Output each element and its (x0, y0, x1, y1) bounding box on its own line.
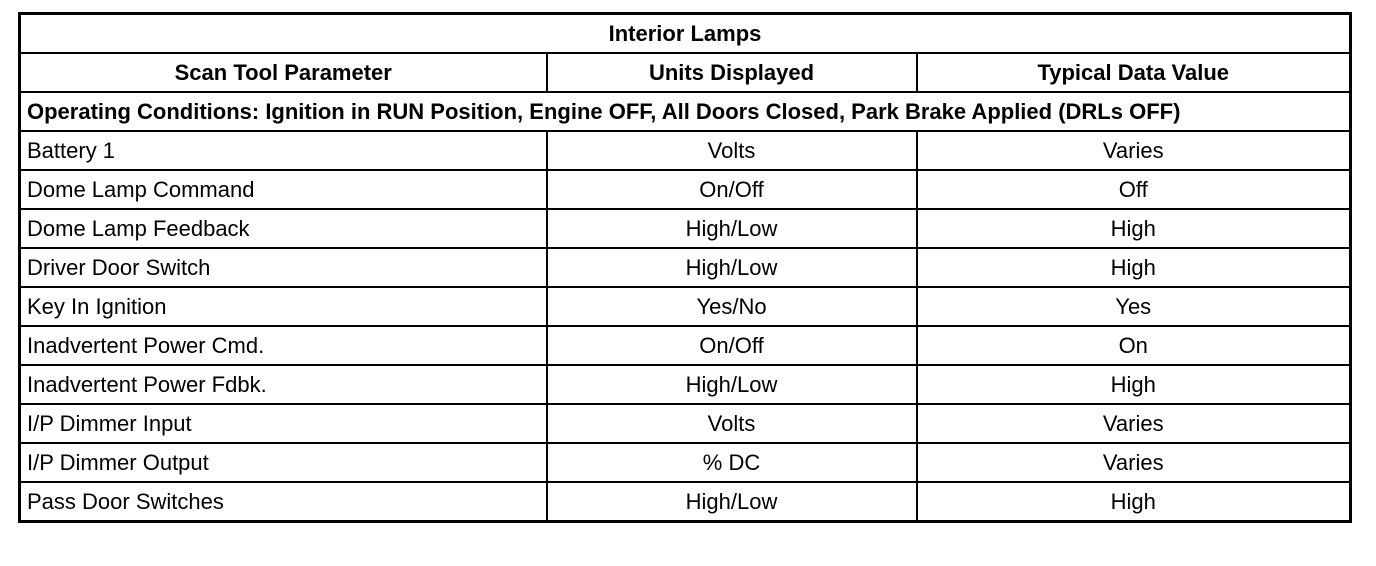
value-cell: High (917, 209, 1351, 248)
parameter-cell: Driver Door Switch (20, 248, 547, 287)
header-units-displayed: Units Displayed (547, 53, 917, 92)
header-typical-data-value: Typical Data Value (917, 53, 1351, 92)
value-cell: High (917, 248, 1351, 287)
table-body (20, 131, 1351, 522)
table-row (20, 404, 1351, 443)
parameter-cell: I/P Dimmer Output (20, 443, 547, 482)
table-row (20, 209, 1351, 248)
operating-conditions-row (20, 92, 1351, 131)
parameter-cell: Dome Lamp Feedback (20, 209, 547, 248)
value-cell: High (917, 482, 1351, 522)
table-header-row (20, 53, 1351, 92)
value-cell: Varies (917, 131, 1351, 170)
units-cell: High/Low (547, 365, 917, 404)
table-row (20, 170, 1351, 209)
units-cell: High/Low (547, 209, 917, 248)
value-cell: Varies (917, 443, 1351, 482)
value-cell: On (917, 326, 1351, 365)
table-row (20, 365, 1351, 404)
interior-lamps-table (18, 12, 1352, 523)
units-cell: % DC (547, 443, 917, 482)
parameter-cell: I/P Dimmer Input (20, 404, 547, 443)
value-cell: High (917, 365, 1351, 404)
units-cell: Volts (547, 404, 917, 443)
parameter-cell: Pass Door Switches (20, 482, 547, 522)
table-row (20, 326, 1351, 365)
units-cell: On/Off (547, 326, 917, 365)
units-cell: High/Low (547, 482, 917, 522)
table-row (20, 131, 1351, 170)
parameter-cell: Inadvertent Power Cmd. (20, 326, 547, 365)
table-row (20, 482, 1351, 522)
header-scan-tool-parameter: Scan Tool Parameter (20, 53, 547, 92)
table-row (20, 248, 1351, 287)
table-title: Interior Lamps (20, 14, 1351, 54)
value-cell: Yes (917, 287, 1351, 326)
parameter-cell: Key In Ignition (20, 287, 547, 326)
units-cell: Yes/No (547, 287, 917, 326)
table-row (20, 443, 1351, 482)
units-cell: High/Low (547, 248, 917, 287)
value-cell: Varies (917, 404, 1351, 443)
table-title-row (20, 14, 1351, 54)
parameter-cell: Battery 1 (20, 131, 547, 170)
value-cell: Off (917, 170, 1351, 209)
units-cell: Volts (547, 131, 917, 170)
operating-conditions: Operating Conditions: Ignition in RUN Position, Engine OFF, All Doors Closed, Park Brake Applied (DRLs OFF) (20, 92, 1351, 131)
parameter-cell: Dome Lamp Command (20, 170, 547, 209)
table-row (20, 287, 1351, 326)
parameter-cell: Inadvertent Power Fdbk. (20, 365, 547, 404)
units-cell: On/Off (547, 170, 917, 209)
